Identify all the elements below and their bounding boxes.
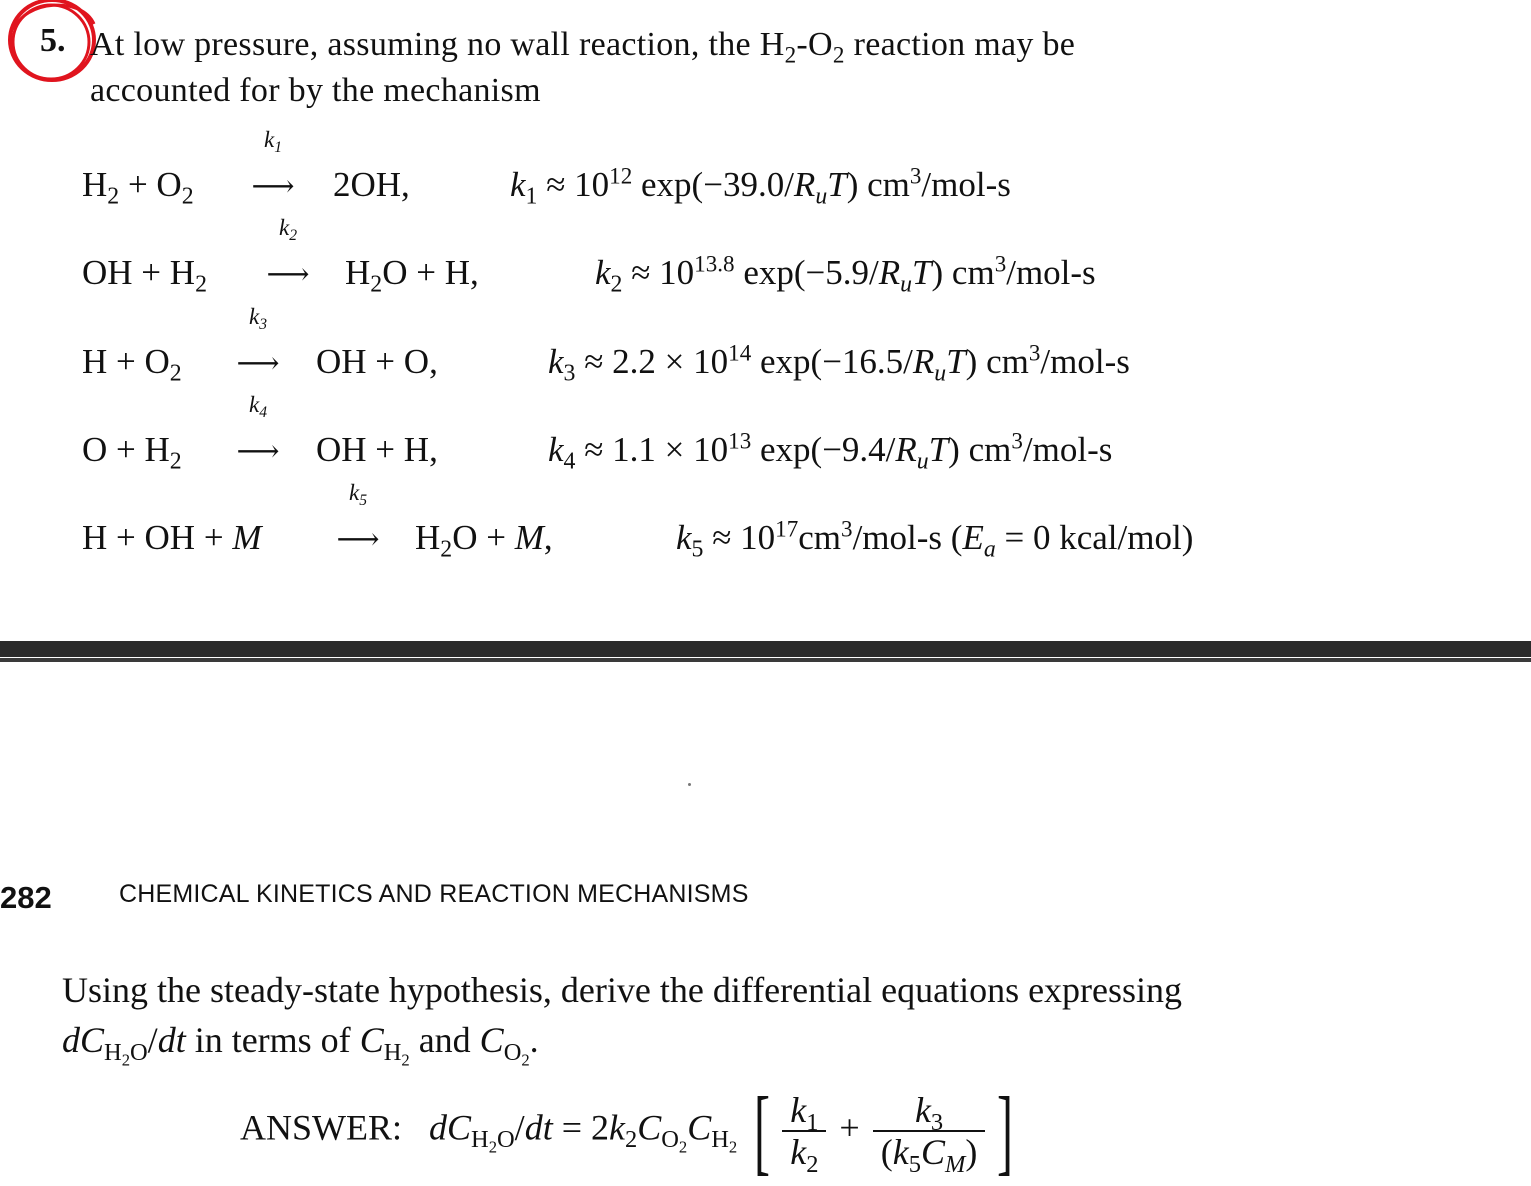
page-number: 282: [0, 880, 52, 915]
answer-label: ANSWER:: [240, 1107, 402, 1148]
running-head: CHEMICAL KINETICS AND REACTION MECHANISMS: [119, 880, 749, 908]
reaction-2: OH + $H_2$ $k_2$ ⟶ $H_2O + H$, $k_2 \approx 10^{13.8}$ $\exp(-5.9/R_uT)$ $cm^3/mol-s$: [82, 215, 1096, 298]
page-divider-thick: [0, 641, 1531, 657]
question-text: Using the steady-state hypothesis, derive the differential equations expressing $dC_{H_2O}/dt$ in terms of $C_{H_2}$ and $C_{O_2}$.: [62, 970, 1183, 1070]
problem-intro: At low pressure, assuming no wall reaction, the $H_2-O_2$ reaction may be accounted for by the mechanism: [90, 26, 1076, 109]
page-divider-thin: [0, 658, 1531, 662]
reaction-3: $H + O_2$ $k_3$ ⟶ OH + O, $k_3 \approx 2.2 \times 10^{14}$ $\exp(-16.5/R_uT)$ $cm^3/mol-s$: [82, 304, 1130, 387]
answer-equation: ANSWER: $dC_{H_2O}/dt = 2k_2C_{O_2}C_{H_2}$ [ $\frac{k_1}{k_2}$ + $\frac{k_3}{(k_5C_M)}$ ]: [240, 1077, 1014, 1184]
problem-number: 5.: [40, 22, 66, 59]
reaction-1: $H_2 + O_2$ $k_1$ ⟶ 2OH, $k_1 \approx 10^{12}$ $\exp(-39.0/R_uT)$ $cm^3/mol-s$: [82, 127, 1011, 210]
reaction-5: H + OH + M $k_5$ ⟶ $H_2O + M$, $k_5 \approx 10^{17}cm^3/mol-s$ ($E_a = 0$ kcal/mol): [82, 480, 1194, 563]
reaction-4: $O + H_2$ $k_4$ ⟶ OH + H, $k_4 \approx 1.1 \times 10^{13}$ $\exp(-9.4/R_uT)$ $cm^3/mol-s$: [82, 392, 1113, 475]
scan-speck: [688, 783, 691, 786]
